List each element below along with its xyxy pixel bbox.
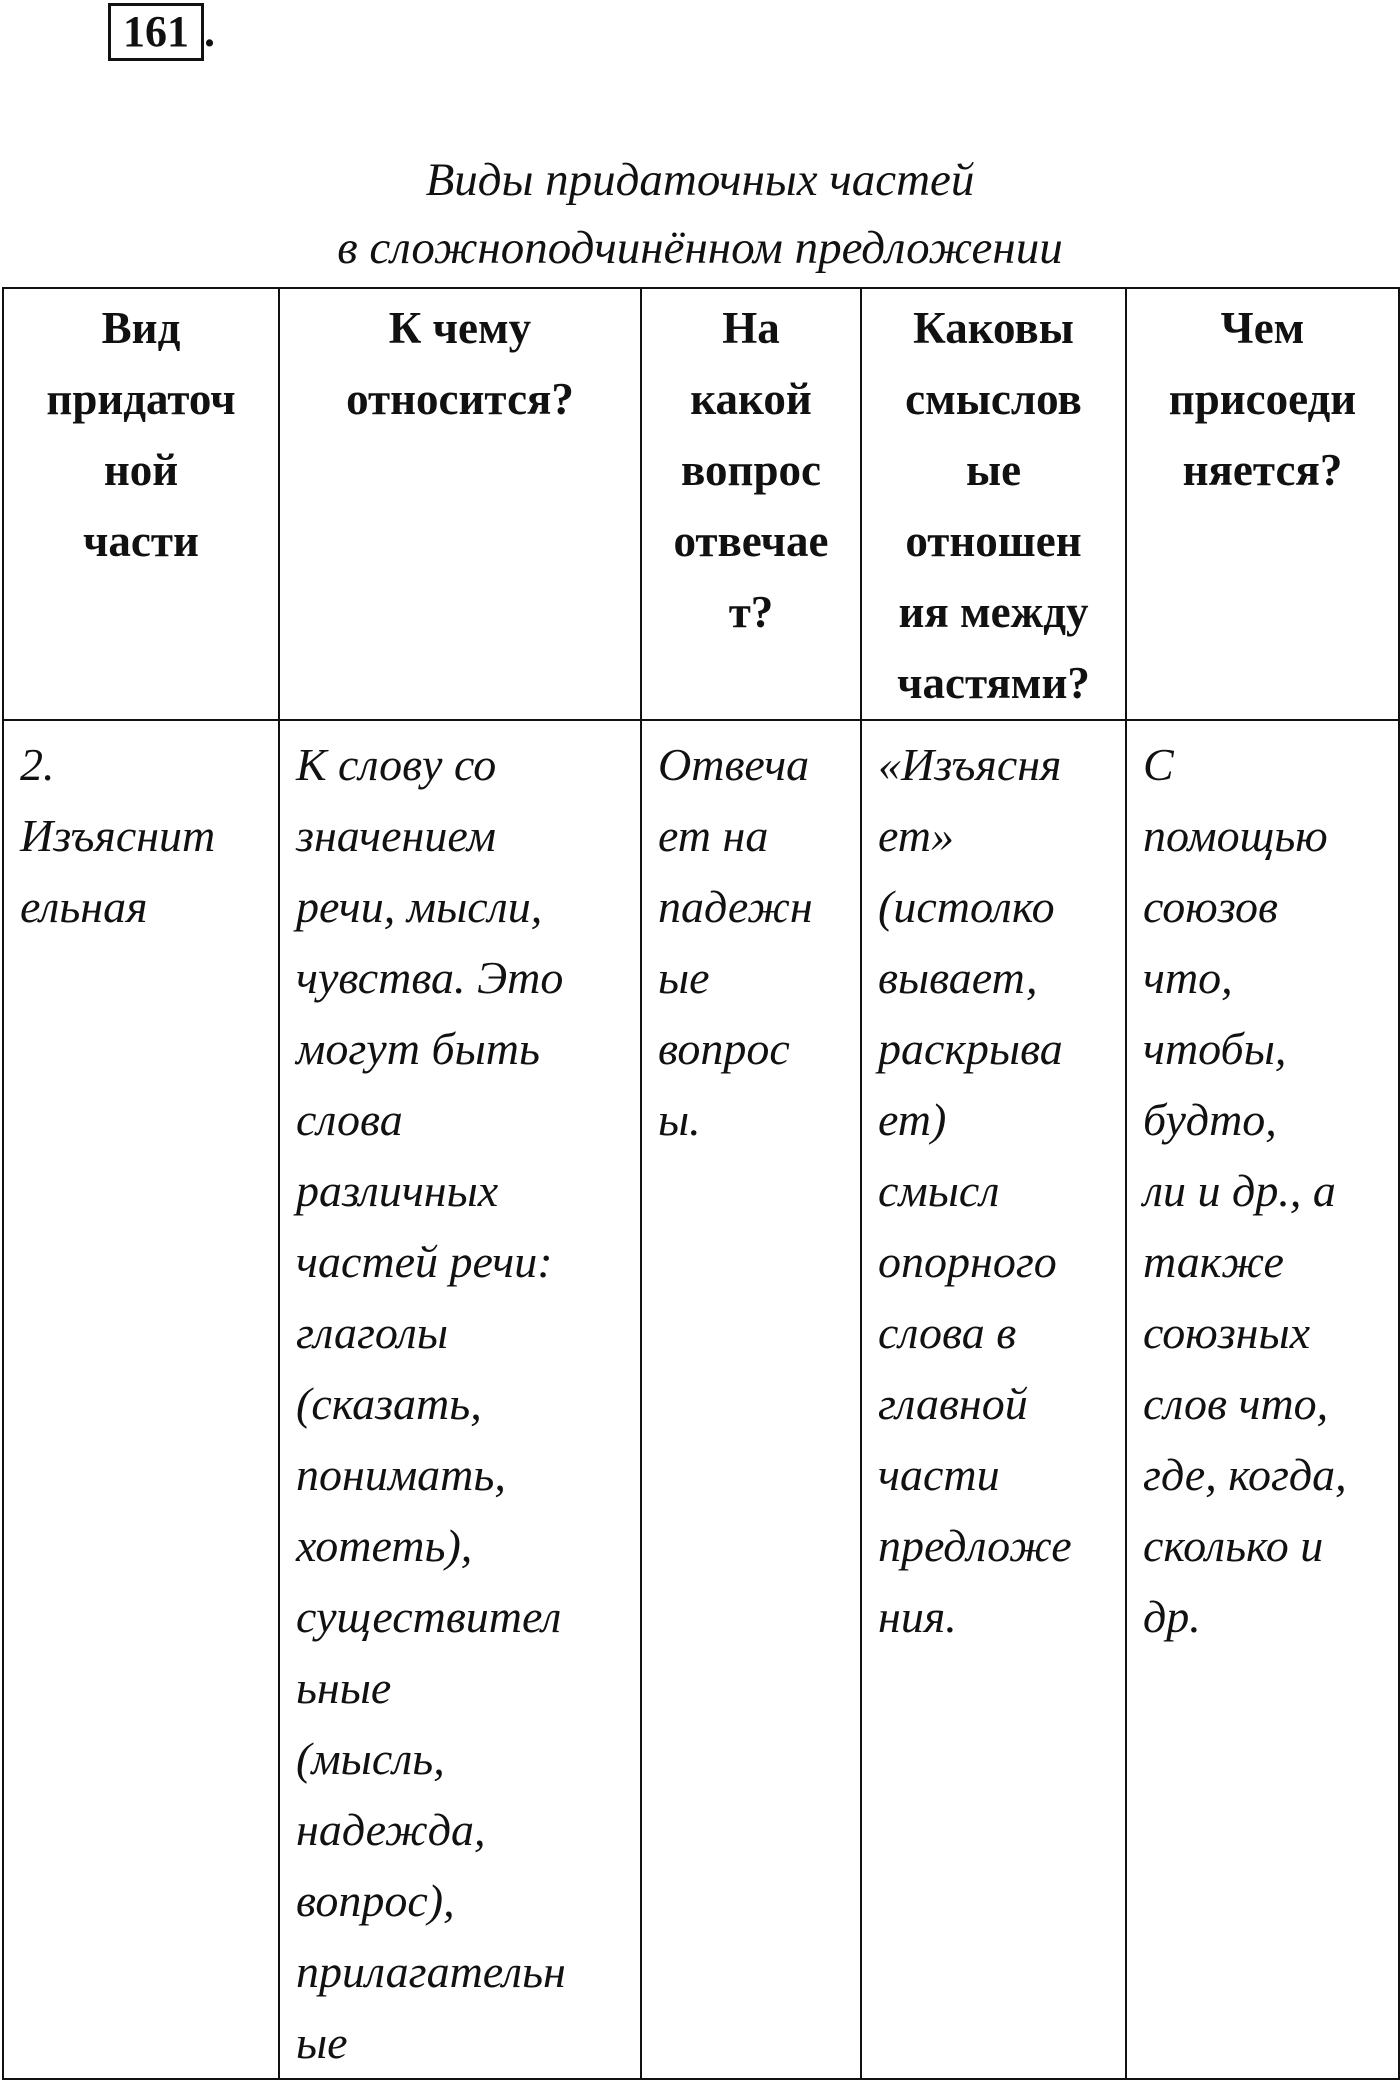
cell-line: Вид xyxy=(101,303,181,353)
cell-line: вопрос xyxy=(681,445,821,495)
cell-line: т? xyxy=(728,587,774,637)
cell-line: вопрос xyxy=(658,1023,790,1074)
cell-line: вопрос), xyxy=(296,1875,455,1926)
exercise-number-dot: . xyxy=(204,7,215,56)
cell-line: глаголы xyxy=(296,1307,448,1358)
cell-line: частями? xyxy=(897,658,1090,708)
cell-line: также xyxy=(1143,1236,1284,1287)
table-cell xyxy=(641,720,861,2079)
cell-line: придаточ xyxy=(46,374,236,424)
cell-line: надежда, xyxy=(296,1804,486,1855)
cell-line: ые xyxy=(658,952,710,1003)
cell-line: (сказать, xyxy=(296,1378,482,1429)
cell-line: ые xyxy=(296,2017,348,2068)
cell-line: К чему xyxy=(388,303,532,353)
header-cell xyxy=(1126,288,1399,720)
header-cell xyxy=(279,288,641,720)
cell-line: значением xyxy=(296,810,496,861)
header-cell xyxy=(3,288,279,720)
cell-line: С xyxy=(1143,739,1174,790)
cell-line: предложе xyxy=(878,1520,1072,1571)
cell-line: (мысль, xyxy=(296,1733,445,1784)
table-cell xyxy=(1126,720,1399,2079)
cell-line: др. xyxy=(1143,1591,1201,1642)
caption-line-1: Виды придаточных частей xyxy=(425,154,975,206)
cell-line: ния. xyxy=(878,1591,957,1642)
cell-line: будто, xyxy=(1143,1094,1277,1145)
cell-line: раскрыва xyxy=(878,1023,1063,1074)
cell-line: хотеть), xyxy=(296,1520,473,1571)
cell-line: На xyxy=(722,303,780,353)
cell-line: помощью xyxy=(1143,810,1328,861)
cell-line: чтобы, xyxy=(1143,1023,1287,1074)
table-caption xyxy=(0,146,1400,282)
header-cell xyxy=(861,288,1126,720)
cell-line: К слову со xyxy=(296,739,497,790)
cell-line: Отвеча xyxy=(658,739,810,790)
cell-line: существител xyxy=(296,1591,562,1642)
exercise-number xyxy=(108,2,215,62)
cell-line: вывает, xyxy=(878,952,1038,1003)
cell-line: чувства. Это xyxy=(296,952,564,1003)
cell-line: слова в xyxy=(878,1307,1017,1358)
clause-types-table xyxy=(2,287,1400,2080)
table-row xyxy=(3,720,1399,2079)
cell-line: слова xyxy=(296,1094,403,1145)
cell-line: няется? xyxy=(1182,445,1343,495)
cell-line: ет на xyxy=(658,810,769,861)
cell-line: слов что, xyxy=(1143,1378,1329,1429)
cell-line: ые xyxy=(965,445,1022,495)
cell-line: ет) xyxy=(878,1094,947,1145)
table-header-row xyxy=(3,288,1399,720)
cell-line: опорного xyxy=(878,1236,1057,1287)
cell-line: смыслов xyxy=(905,374,1082,424)
table-cell xyxy=(279,720,641,2079)
cell-line: «Изъясня xyxy=(878,739,1062,790)
cell-line: ельная xyxy=(20,881,148,932)
cell-line: ли и др., а xyxy=(1143,1165,1336,1216)
cell-line: частей речи: xyxy=(296,1236,553,1287)
table-cell xyxy=(861,720,1126,2079)
caption-line-2: в сложноподчинённом предложении xyxy=(337,222,1063,274)
cell-line: могут быть xyxy=(296,1023,540,1074)
header-cell xyxy=(641,288,861,720)
cell-line: Каковы xyxy=(913,303,1074,353)
cell-line: сколько и xyxy=(1143,1520,1324,1571)
cell-line: ия между xyxy=(898,587,1089,637)
exercise-number-box: 161 xyxy=(108,3,204,61)
cell-line: понимать, xyxy=(296,1449,506,1500)
cell-line: относится? xyxy=(346,374,574,424)
cell-line: речи, мысли, xyxy=(296,881,543,932)
cell-line: смысл xyxy=(878,1165,1000,1216)
cell-line: Чем xyxy=(1220,303,1305,353)
cell-line: главной xyxy=(878,1378,1028,1429)
cell-line: союзных xyxy=(1143,1307,1311,1358)
table-cell xyxy=(3,720,279,2079)
cell-line: присоеди xyxy=(1168,374,1357,424)
cell-line: ы. xyxy=(658,1094,701,1145)
cell-line: какой xyxy=(690,374,812,424)
cell-line: Изъяснит xyxy=(20,810,216,861)
cell-line: отношен xyxy=(905,516,1082,566)
cell-line: отвечае xyxy=(673,516,829,566)
cell-line: 2. xyxy=(20,739,55,790)
cell-line: ной xyxy=(103,445,179,495)
cell-line: прилагательн xyxy=(296,1946,566,1997)
cell-line: союзов xyxy=(1143,881,1279,932)
cell-line: различных xyxy=(296,1165,499,1216)
cell-line: части xyxy=(878,1449,1000,1500)
cell-line: где, когда, xyxy=(1143,1449,1347,1500)
cell-line: что, xyxy=(1143,952,1233,1003)
cell-line: части xyxy=(83,516,199,566)
cell-line: ет» xyxy=(878,810,955,861)
cell-line: (истолко xyxy=(878,881,1055,932)
cell-line: ьные xyxy=(296,1662,392,1713)
cell-line: падежн xyxy=(658,881,813,932)
